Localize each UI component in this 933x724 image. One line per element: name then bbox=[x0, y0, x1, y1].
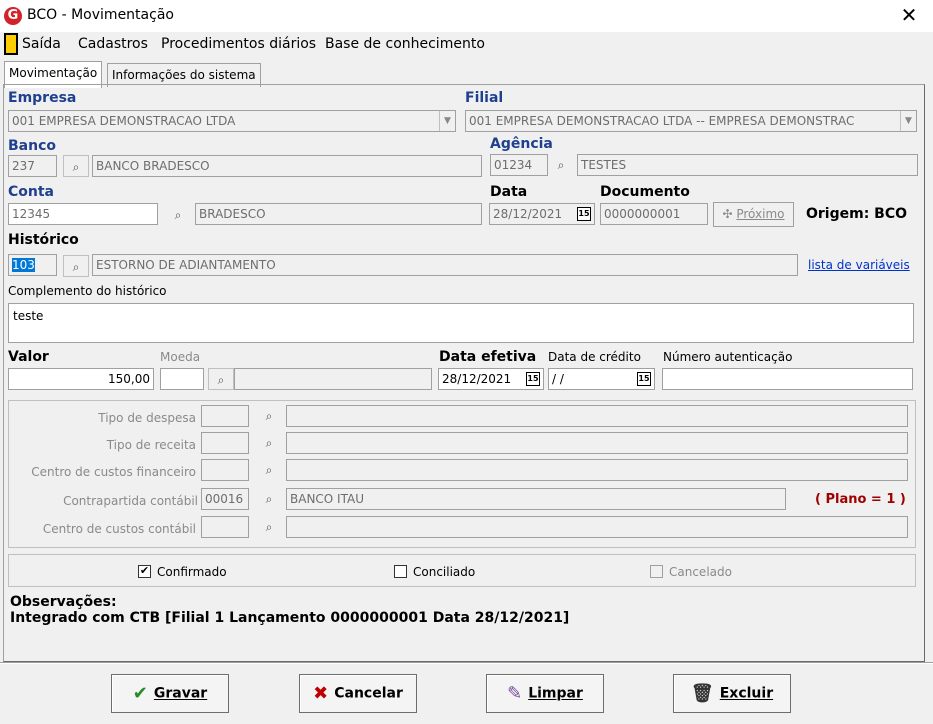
binoculars-icon[interactable]: ⌕ bbox=[208, 368, 234, 390]
moeda-label: Moeda bbox=[160, 350, 201, 364]
contrapartida-label: Contrapartida contábil bbox=[63, 494, 198, 508]
binoculars-icon: ⌕ bbox=[265, 520, 273, 534]
binoculars-icon[interactable]: ⌕ bbox=[174, 208, 182, 222]
data-credito-field[interactable] bbox=[548, 368, 655, 390]
centro-custos-cont-code-field bbox=[201, 516, 249, 538]
exit-door-icon bbox=[4, 33, 18, 55]
agencia-name-field: TESTES bbox=[577, 154, 918, 176]
valor-label: Valor bbox=[8, 349, 49, 365]
binoculars-icon: ⌕ bbox=[265, 463, 273, 477]
cancelar-button[interactable] bbox=[299, 674, 417, 713]
banco-name-field: BANCO BRADESCO bbox=[92, 155, 482, 177]
tipo-receita-code-field bbox=[201, 432, 249, 454]
moeda-code-field[interactable] bbox=[160, 368, 204, 390]
historico-code-value: 103 bbox=[12, 258, 35, 272]
menu-cadastros[interactable]: Cadastros bbox=[78, 36, 148, 52]
menu-procedimentos-diarios[interactable]: Procedimentos diários bbox=[161, 36, 317, 52]
historico-label: Histórico bbox=[8, 232, 79, 248]
centro-custos-financeiro-label: Centro de custos financeiro bbox=[31, 465, 196, 479]
cancelado-label: Cancelado bbox=[669, 565, 732, 579]
footer-divider bbox=[0, 662, 933, 664]
numero-autenticacao-label: Número autenticação bbox=[663, 350, 793, 364]
documento-field[interactable]: 0000000001 bbox=[600, 203, 708, 225]
observacoes-text: Integrado com CTB [Filial 1 Lançamento 0000000001 Data 28/12/2021] bbox=[10, 610, 570, 626]
calendar-icon[interactable]: 15 bbox=[577, 207, 591, 221]
binoculars-icon[interactable]: ⌕ bbox=[63, 155, 89, 177]
plano-label: ( Plano = 1 ) bbox=[815, 492, 906, 507]
gravar-label: Gravar bbox=[153, 685, 208, 702]
binoculars-icon[interactable]: ⌕ bbox=[557, 158, 565, 172]
empresa-select[interactable] bbox=[8, 110, 456, 132]
documento-label: Documento bbox=[600, 184, 690, 200]
contrapartida-code-field: 00016 bbox=[201, 488, 249, 510]
data-efetiva-value: 28/12/2021 bbox=[442, 372, 512, 386]
gravar-button[interactable] bbox=[111, 674, 229, 713]
tipo-receita-name-field bbox=[286, 432, 908, 454]
confirmado-checkbox[interactable]: ✔ bbox=[139, 565, 150, 577]
binoculars-icon: ⌕ bbox=[265, 436, 273, 450]
calendar-icon[interactable]: 15 bbox=[637, 372, 651, 386]
scrollbar[interactable] bbox=[925, 58, 933, 662]
data-field[interactable] bbox=[489, 203, 595, 225]
checkmark-icon: ✔ bbox=[132, 683, 148, 704]
data-efetiva-label: Data efetiva bbox=[439, 349, 537, 365]
cancelado-checkbox bbox=[650, 565, 663, 578]
historico-code-field[interactable] bbox=[8, 254, 57, 276]
binoculars-icon: ⌕ bbox=[265, 409, 273, 423]
observacoes-label: Observações: bbox=[10, 594, 117, 610]
moeda-name-field bbox=[234, 368, 432, 390]
banco-code-field[interactable]: 237 bbox=[8, 155, 57, 177]
data-credito-label: Data de crédito bbox=[548, 350, 641, 364]
limpar-label: Limpar bbox=[528, 685, 583, 702]
confirmado-label: Confirmado bbox=[157, 565, 227, 579]
data-credito-value: / / bbox=[552, 372, 564, 386]
empresa-label: Empresa bbox=[8, 90, 77, 106]
filial-select[interactable] bbox=[465, 110, 917, 132]
excluir-button[interactable] bbox=[673, 674, 791, 713]
plus-icon: ✣ bbox=[722, 207, 737, 221]
eraser-icon: ✎ bbox=[507, 683, 523, 704]
valor-field[interactable]: 150,00 bbox=[8, 368, 154, 390]
historico-name-field: ESTORNO DE ADIANTAMENTO bbox=[92, 254, 798, 276]
centro-custos-fin-name-field bbox=[286, 459, 908, 481]
conciliado-checkbox[interactable] bbox=[394, 565, 407, 578]
contrapartida-name-field: BANCO ITAU bbox=[286, 488, 786, 510]
tab-movimentacao[interactable]: Movimentação bbox=[4, 61, 102, 88]
agencia-label: Agência bbox=[490, 136, 553, 152]
tab-informacoes-sistema[interactable]: Informações do sistema bbox=[107, 63, 261, 87]
conta-name-field: BRADESCO bbox=[195, 203, 482, 225]
agencia-code-field[interactable]: 01234 bbox=[490, 154, 548, 176]
close-icon[interactable]: ✕ bbox=[900, 3, 918, 27]
x-mark-icon: ✖ bbox=[313, 683, 329, 704]
data-label: Data bbox=[490, 184, 528, 200]
trash-icon: 🗑 bbox=[690, 683, 714, 704]
tipo-despesa-name-field bbox=[286, 405, 908, 427]
lista-variaveis-link[interactable]: lista de variáveis bbox=[808, 258, 910, 272]
calendar-icon[interactable]: 15 bbox=[526, 372, 540, 386]
excluir-label: Excluir bbox=[719, 685, 774, 702]
proximo-button[interactable] bbox=[713, 202, 794, 227]
filial-value: 001 EMPRESA DEMONSTRACAO LTDA -- EMPRESA DEMONSTRAC bbox=[469, 114, 855, 128]
data-efetiva-field[interactable] bbox=[438, 368, 544, 390]
tipo-receita-label: Tipo de receita bbox=[106, 438, 196, 452]
origem-label: Origem: BCO bbox=[806, 206, 908, 222]
data-value: 28/12/2021 bbox=[493, 207, 563, 221]
centro-custos-cont-name-field bbox=[286, 516, 908, 538]
centro-custos-contabil-label: Centro de custos contábil bbox=[42, 522, 196, 536]
tipo-despesa-label: Tipo de despesa bbox=[98, 411, 196, 425]
binoculars-icon[interactable]: ⌕ bbox=[63, 255, 89, 277]
conta-code-field[interactable]: 12345 bbox=[8, 203, 158, 225]
menu-base-conhecimento[interactable]: Base de conhecimento bbox=[325, 36, 485, 52]
tipo-despesa-code-field bbox=[201, 405, 249, 427]
menu-saida[interactable]: Saída bbox=[22, 36, 61, 52]
complemento-textarea[interactable]: teste bbox=[8, 303, 914, 343]
complemento-label: Complemento do histórico bbox=[8, 284, 167, 298]
centro-custos-fin-code-field bbox=[201, 459, 249, 481]
filial-label: Filial bbox=[465, 90, 504, 106]
conciliado-label: Conciliado bbox=[413, 565, 476, 579]
banco-label: Banco bbox=[8, 138, 57, 154]
conta-label: Conta bbox=[8, 184, 54, 200]
chevron-down-icon[interactable]: ▼ bbox=[439, 111, 455, 131]
limpar-button[interactable] bbox=[486, 674, 604, 713]
cancelar-label: Cancelar bbox=[334, 685, 403, 702]
proximo-label: Próximo bbox=[736, 207, 785, 221]
empresa-value: 001 EMPRESA DEMONSTRACAO LTDA bbox=[12, 114, 236, 128]
app-logo-icon: G bbox=[4, 7, 22, 25]
numero-autenticacao-field[interactable] bbox=[662, 368, 913, 390]
window-title: BCO - Movimentação bbox=[27, 7, 174, 23]
chevron-down-icon[interactable]: ▼ bbox=[900, 111, 916, 131]
binoculars-icon: ⌕ bbox=[265, 492, 273, 506]
